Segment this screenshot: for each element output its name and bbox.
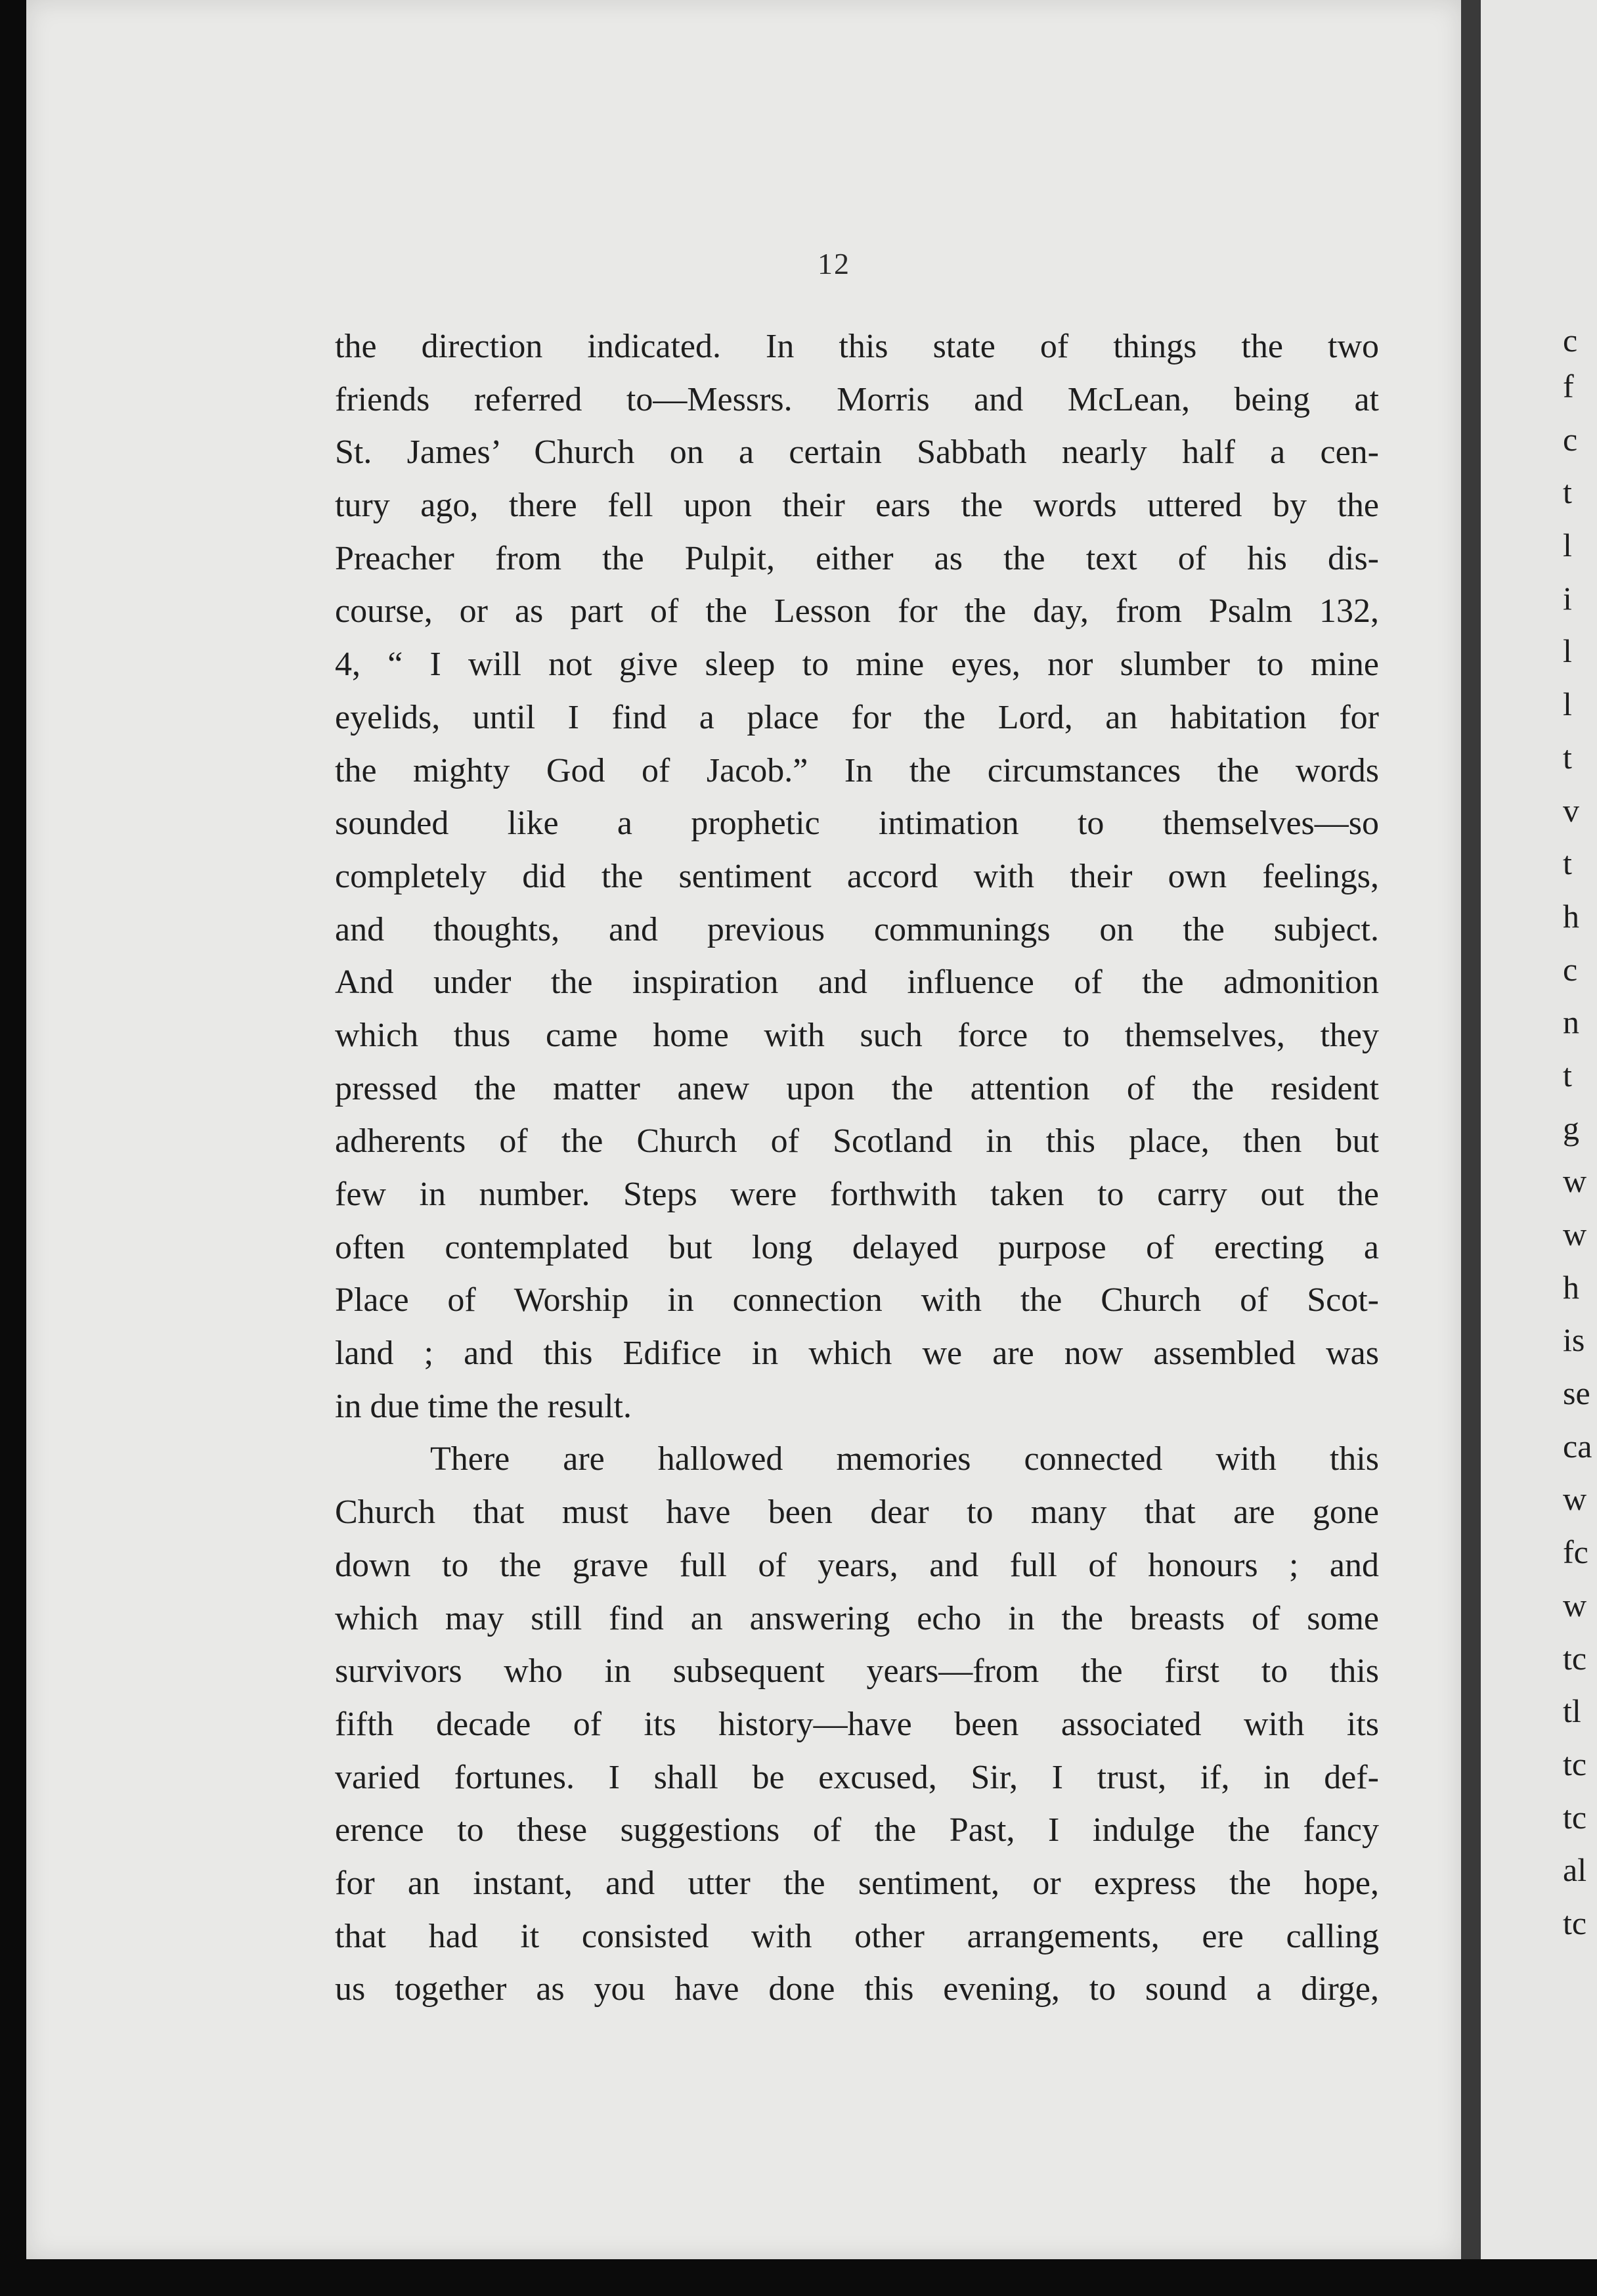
text-line: eyelids, until I find a place for the Lord, an habitation for bbox=[335, 698, 1379, 736]
text-line: the direction indicated. In this state of things the two bbox=[335, 328, 1379, 365]
facing-fragment: c bbox=[1563, 950, 1578, 988]
facing-fragment: tc bbox=[1563, 1798, 1587, 1836]
text-line: And under the inspiration and influence of the admonition bbox=[335, 963, 1379, 1002]
text-line: that had it consisted with other arrangements, ere calling bbox=[335, 1917, 1379, 1955]
facing-fragment: t bbox=[1563, 474, 1572, 511]
facing-fragment: c bbox=[1563, 420, 1578, 458]
facing-fragment: fc bbox=[1563, 1534, 1588, 1571]
facing-fragment: n bbox=[1563, 1004, 1579, 1041]
text-line: adherents of the Church of Scotland in this place, then but bbox=[335, 1122, 1379, 1160]
text-line: friends referred to—Messrs. Morris and McLean, being at bbox=[335, 380, 1379, 418]
facing-fragment: f bbox=[1563, 368, 1574, 405]
text-line: Preacher from the Pulpit, either as the text of his dis- bbox=[335, 539, 1379, 577]
facing-page-text bbox=[1563, 320, 1597, 1950]
text-line: Place of Worship in connection with the Church of Scot- bbox=[335, 1281, 1379, 1319]
text-line: course, or as part of the Lesson for the day, from Psalm 132, bbox=[335, 592, 1379, 630]
text-line: down to the grave full of years, and full of honours ; and bbox=[335, 1546, 1379, 1584]
scan-border bbox=[0, 2259, 1597, 2296]
facing-fragment: tl bbox=[1563, 1692, 1581, 1730]
facing-fragment: t bbox=[1563, 1056, 1572, 1093]
text-line: sounded like a prophetic intimation to themselves—so bbox=[335, 805, 1379, 843]
facing-fragment: tc bbox=[1563, 1904, 1587, 1941]
facing-fragment: t bbox=[1563, 738, 1572, 776]
text-line: tury ago, there fell upon their ears the words uttered by the bbox=[335, 487, 1379, 525]
text-line: often contemplated but long delayed purpose of erecting a bbox=[335, 1228, 1379, 1266]
text-line: which may still find an answering echo in the breasts of some bbox=[335, 1599, 1379, 1637]
text-line: pressed the matter anew upon the attention of the resident bbox=[335, 1069, 1379, 1107]
text-line: few in number. Steps were forthwith taken to carry out the bbox=[335, 1176, 1379, 1213]
text-line: varied fortunes. I shall be excused, Sir, I trust, if, in def- bbox=[335, 1758, 1379, 1796]
text-line: 4, “ I will not give sleep to mine eyes, nor slumber to mine bbox=[335, 646, 1379, 684]
facing-fragment: w bbox=[1563, 1162, 1587, 1200]
facing-fragment: w bbox=[1563, 1216, 1587, 1252]
facing-fragment: v bbox=[1563, 791, 1579, 829]
facing-fragment: l bbox=[1563, 632, 1572, 670]
facing-fragment: w bbox=[1563, 1480, 1587, 1518]
facing-fragment: is bbox=[1563, 1321, 1585, 1359]
facing-fragment: tc bbox=[1563, 1745, 1587, 1782]
text-line: survivors who in subsequent years—from the first to this bbox=[335, 1652, 1379, 1690]
facing-fragment: l bbox=[1563, 527, 1572, 564]
facing-fragment: l bbox=[1563, 686, 1572, 723]
facing-fragment: g bbox=[1563, 1109, 1579, 1147]
facing-fragment: tc bbox=[1563, 1639, 1587, 1677]
facing-fragment: h bbox=[1563, 1268, 1579, 1306]
facing-fragment: h bbox=[1563, 897, 1579, 935]
paragraph-start-line: There are hallowed memories connected with this bbox=[430, 1440, 1379, 1478]
book-spine bbox=[1461, 0, 1481, 2259]
text-line: erence to these suggestions of the Past, I indulge the fancy bbox=[335, 1811, 1379, 1849]
facing-fragment: c bbox=[1563, 322, 1578, 359]
text-line: which thus came home with such force to themselves, they bbox=[335, 1016, 1379, 1054]
text-line: St. James’ Church on a certain Sabbath nearly half a cen- bbox=[335, 433, 1379, 472]
text-line: fifth decade of its history—have been associated with its bbox=[335, 1705, 1379, 1743]
text-line: the mighty God of Jacob.” In the circumstances the words bbox=[335, 751, 1379, 789]
body-text bbox=[335, 320, 1379, 2016]
paragraph-end-line: in due time the result. bbox=[335, 1387, 632, 1425]
text-line: land ; and this Edifice in which we are now assembled was bbox=[335, 1335, 1379, 1373]
facing-fragment: i bbox=[1563, 579, 1572, 617]
facing-fragment: ca bbox=[1563, 1427, 1592, 1465]
facing-fragment: w bbox=[1563, 1586, 1587, 1623]
text-line: and thoughts, and previous communings on the subject. bbox=[335, 910, 1379, 948]
text-line: for an instant, and utter the sentiment, or express the hope, bbox=[335, 1864, 1379, 1902]
text-line: us together as you have done this evening, to sound a dirge, bbox=[335, 1970, 1379, 2008]
text-line: Church that must have been dear to many that are gone bbox=[335, 1493, 1379, 1532]
text-line: completely did the sentiment accord with their own feelings, bbox=[335, 857, 1379, 895]
facing-fragment: t bbox=[1563, 845, 1572, 882]
page-number: 12 bbox=[818, 247, 850, 280]
facing-fragment: se bbox=[1563, 1375, 1590, 1412]
facing-fragment: al bbox=[1563, 1851, 1587, 1889]
